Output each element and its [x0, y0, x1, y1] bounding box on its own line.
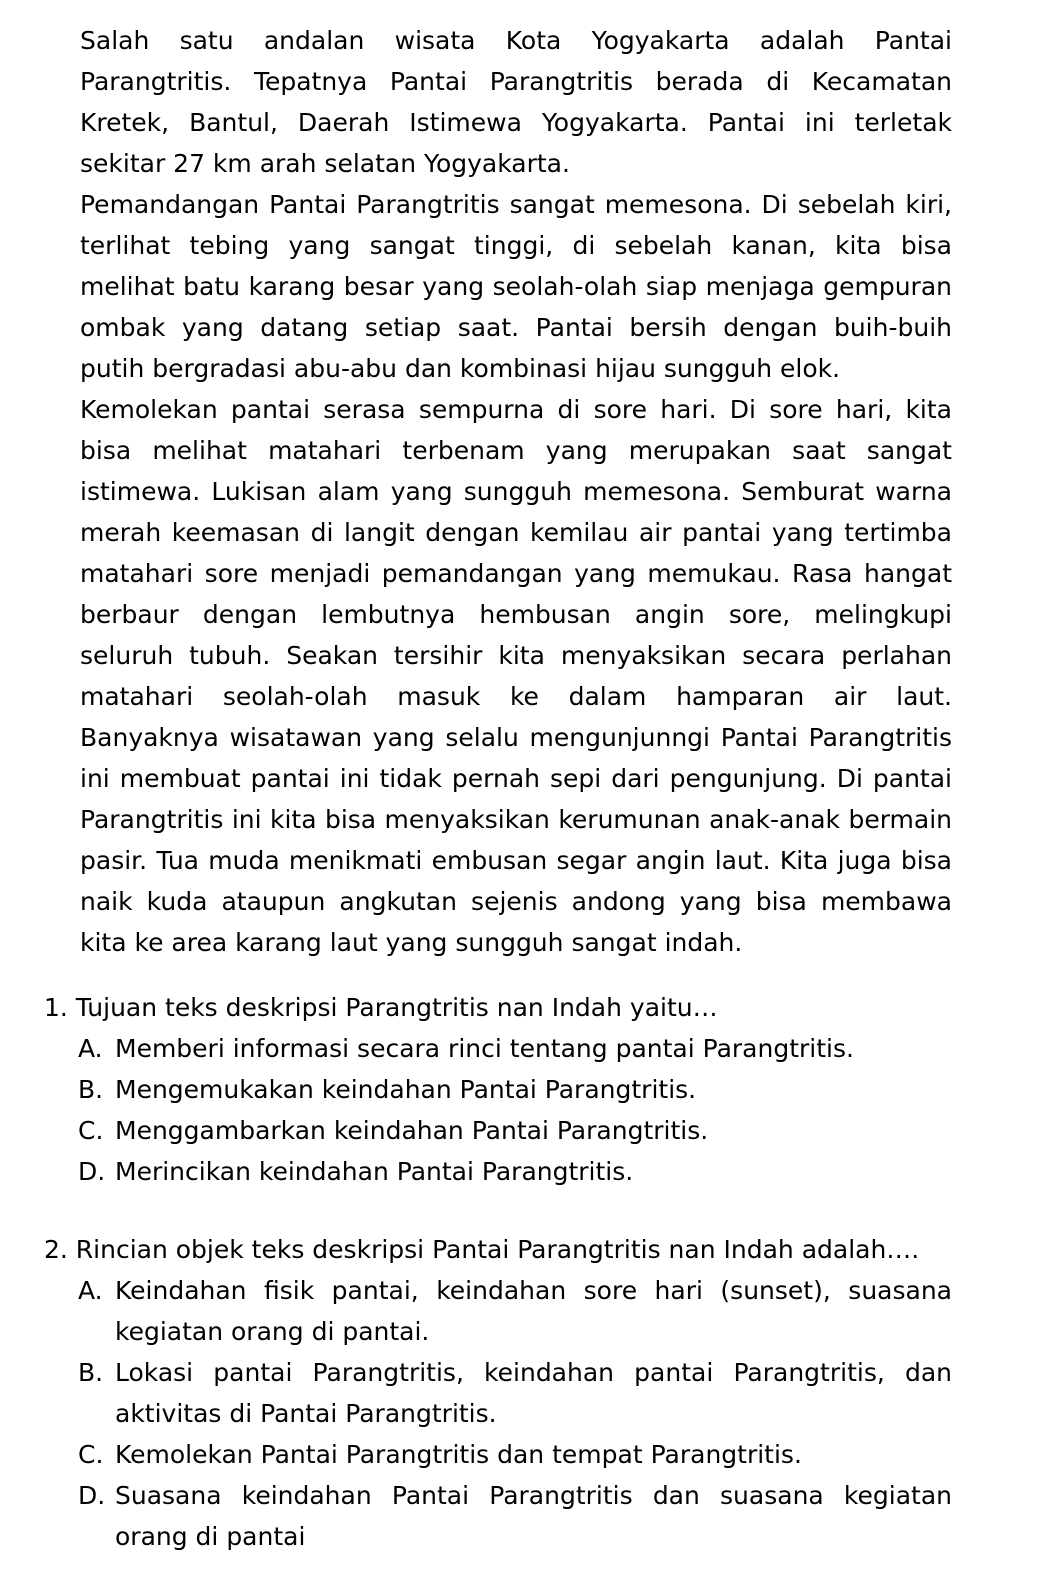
question-2-option-a: [78, 1270, 952, 1352]
paragraph-2: Pemandangan Pantai Parangtritis sangat memesona. Di sebelah kiri, terlihat tebing yang sangat tinggi, di sebelah kanan, kita bisa melihat batu karang besar yang seolah-olah siap menjaga gempuran ombak yang datang setiap saat. Pantai bersih dengan buih-buih putih bergradasi abu-abu dan kombinasi hijau sungguh elok.: [80, 190, 952, 383]
option-text: Merincikan keindahan Pantai Parangtritis.: [115, 1157, 634, 1186]
option-letter: A.: [78, 1034, 103, 1063]
option-text: Keindahan fisik pantai, keindahan sore hari (sunset), suasana kegiatan orang di pantai.: [115, 1276, 952, 1346]
option-letter: B.: [78, 1358, 104, 1387]
question-1-option-b: [78, 1069, 952, 1110]
question-1-option-c: [78, 1110, 952, 1151]
option-text: Suasana keindahan Pantai Parangtritis dan suasana kegiatan orang di pantai: [115, 1481, 952, 1551]
question-1-option-a: [78, 1028, 952, 1069]
option-letter: C.: [78, 1440, 104, 1469]
question-2: [44, 1229, 952, 1557]
question-2-stem: 2. Rincian objek teks deskripsi Pantai Parangtritis nan Indah adalah….: [44, 1235, 920, 1264]
passage: [80, 20, 952, 963]
option-letter: C.: [78, 1116, 104, 1145]
option-text: Memberi informasi secara rinci tentang pantai Parangtritis.: [115, 1034, 854, 1063]
paragraph-4: Banyaknya wisatawan yang selalu mengunjunngi Pantai Parangtritis ini membuat pantai ini tidak pernah sepi dari pengunjung. Di pantai Parangtritis ini kita bisa menyaksikan kerumunan anak-anak bermain pasir. Tua muda menikmati embusan segar angin laut. Kita juga bisa naik kuda ataupun angkutan sejenis andong yang bisa membawa kita ke area karang laut yang sungguh sangat indah.: [80, 723, 952, 957]
question-1-stem: 1. Tujuan teks deskripsi Parangtritis nan Indah yaitu…: [44, 993, 718, 1022]
question-2-option-d: [78, 1475, 952, 1557]
option-letter: D.: [78, 1157, 106, 1186]
option-text: Lokasi pantai Parangtritis, keindahan pantai Parangtritis, dan aktivitas di Pantai Parangtritis.: [115, 1358, 952, 1428]
question-1: [44, 987, 952, 1192]
question-2-option-b: [78, 1352, 952, 1434]
question-1-option-d: [78, 1151, 952, 1192]
option-text: Menggambarkan keindahan Pantai Parangtritis.: [115, 1116, 709, 1145]
option-letter: D.: [78, 1481, 106, 1510]
option-letter: B.: [78, 1075, 104, 1104]
question-2-option-c: [78, 1434, 952, 1475]
option-text: Mengemukakan keindahan Pantai Parangtritis.: [115, 1075, 697, 1104]
paragraph-3: Kemolekan pantai serasa sempurna di sore hari. Di sore hari, kita bisa melihat matahari terbenam yang merupakan saat sangat istimewa. Lukisan alam yang sungguh memesona. Semburat warna merah keemasan di langit dengan kemilau air pantai yang tertimba matahari sore menjadi pemandangan yang memukau. Rasa hangat berbaur dengan lembutnya hembusan angin sore, melingkupi seluruh tubuh. Seakan tersihir kita menyaksikan secara perlahan matahari seolah-olah masuk ke dalam hamparan air laut.: [80, 395, 952, 711]
option-letter: A.: [78, 1276, 103, 1305]
option-text: Kemolekan Pantai Parangtritis dan tempat Parangtritis.: [115, 1440, 802, 1469]
paragraph-1: Salah satu andalan wisata Kota Yogyakarta adalah Pantai Parangtritis. Tepatnya Pantai Parangtritis berada di Kecamatan Kretek, Bantul, Daerah Istimewa Yogyakarta. Pantai ini terletak sekitar 27 km arah selatan Yogyakarta.: [80, 26, 952, 178]
